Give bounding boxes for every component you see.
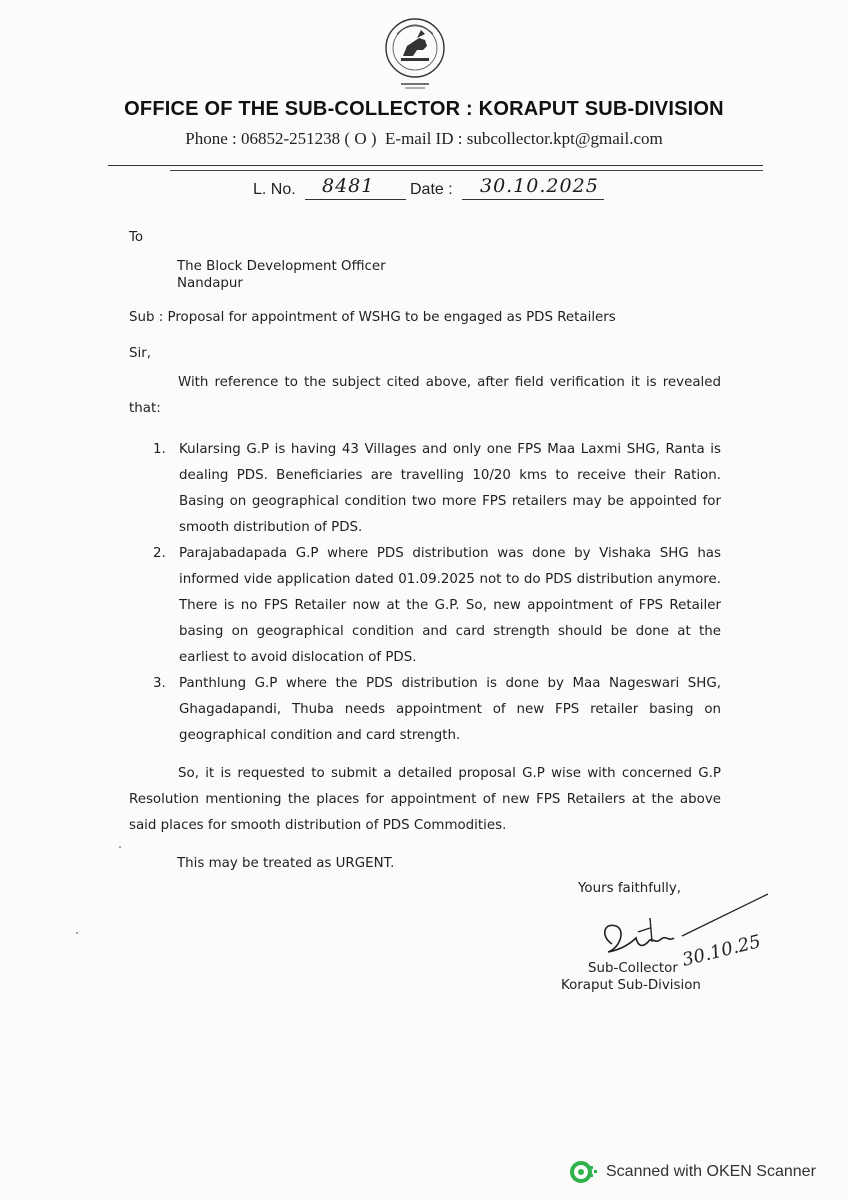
addressee-place: Nandapur [177,276,243,291]
list-item: 3. Panthlung G.P where the PDS distribution is done by Maa Nageswari SHG, Ghagadapandi, Thuba needs appointment of new FPS retailer basing on geographical condition and card strength. [153,676,721,743]
state-emblem-icon [383,12,447,92]
signature-date: 30.10.25 [680,931,763,971]
urgency-note: This may be treated as URGENT. [177,856,395,871]
email-label: E-mail ID : [385,129,467,148]
date-label: Date : [410,181,453,198]
scanner-watermark-text: Scanned with OKEN Scanner [606,1163,816,1180]
signatory-office: Koraput Sub-Division [561,978,701,993]
to-label: To [129,230,144,245]
header-divider-bottom [170,170,763,171]
scan-speck [76,932,78,934]
phone-value: 06852-251238 ( O ) [241,129,377,148]
request-paragraph [129,761,721,839]
oken-scanner-logo-icon [570,1160,600,1184]
list-item: 1. Kularsing G.P is having 43 Villages and only one FPS Maa Laxmi SHG, Ranta is dealing PDS. Beneficiaries are travelling 10/20 kms to receive their Ration. Basing on geographical condition two more FPS retailers may be appointed for smooth distribution of PDS. [153,442,721,535]
findings-list [150,437,721,749]
phone-label: Phone : [185,129,242,148]
closing: Yours faithfully, [578,881,682,896]
office-title: OFFICE OF THE SUB-COLLECTOR : KORAPUT SUB-DIVISION [124,98,724,120]
subject-line: Sub : Proposal for appointment of WSHG to be engaged as PDS Retailers [129,310,616,325]
date-value: 30.10.2025 [480,175,599,197]
letter-reference [0,173,848,209]
signatory-designation: Sub-Collector [588,961,678,976]
addressee-title: The Block Development Officer [177,259,386,274]
letter-number-underline [305,199,406,200]
intro-text: With reference to the subject cited above, after field verification it is revealed that: [129,375,721,416]
addressee [177,258,386,292]
date-underline [462,199,604,200]
scan-speck [119,846,121,848]
salutation: Sir, [129,346,151,361]
letter-number-label: L. No. [253,181,296,198]
contact-line [0,129,848,149]
letter-number-value: 8481 [322,175,375,197]
list-item: 2. Parajabadapada G.P where PDS distribution was done by Vishaka SHG has informed vide application dated 01.09.2025 not to do PDS distribution anymore. There is no FPS Retailer now at the G.P. So, new appointment of FPS Retailer basing on geographical condition and card strength should be done at the earliest to avoid dislocation of PDS. [153,546,721,665]
scanner-watermark [570,1160,816,1184]
email-value: subcollector.kpt@gmail.com [466,129,663,148]
intro-paragraph [129,370,721,422]
header-divider-top [108,165,763,166]
request-text: So, it is requested to submit a detailed proposal G.P wise with concerned G.P Resolution mentioning the places for appointment of new FPS Retailers at the above said places for smooth distribution of PDS Commodities. [129,766,721,833]
